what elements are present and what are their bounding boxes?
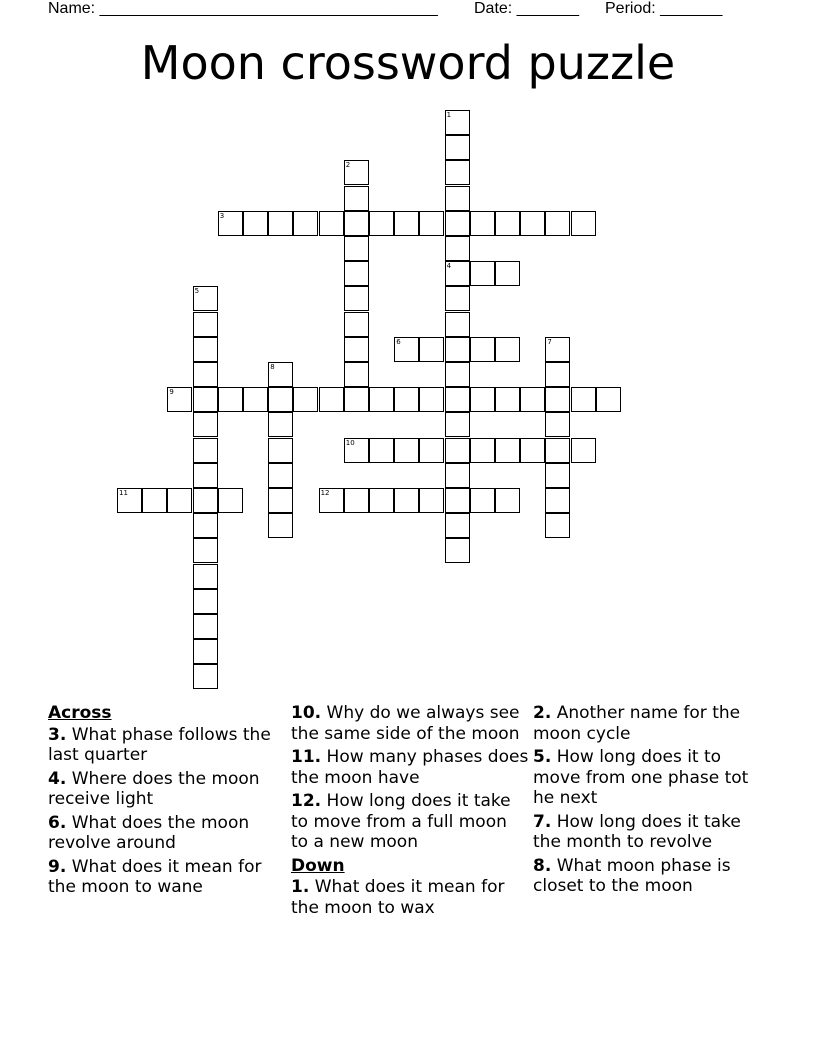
grid-cell[interactable] [419,387,444,412]
clue-across-3 [48,725,283,766]
clue-across-9 [48,857,283,898]
grid-cell[interactable] [394,438,419,463]
period-blank: _______ [660,0,723,17]
grid-cell[interactable] [495,438,520,463]
grid-cell[interactable] [445,186,470,211]
grid-cell[interactable] [344,186,369,211]
grid-cell[interactable] [319,387,344,412]
clue-text: How long does it take to move from a full moon to a new moon [291,791,511,852]
grid-cell[interactable] [193,362,218,387]
cell-number: 7 [547,337,552,346]
clue-text: Where does the moon receive light [48,768,260,809]
across-heading: Across [48,703,112,723]
grid-cell[interactable] [445,286,470,311]
grid-cell[interactable] [268,513,293,538]
cell-number: 9 [169,388,174,397]
clue-number: 8. [533,855,552,876]
grid-cell[interactable] [193,513,218,538]
clues-column-2 [291,703,529,921]
cell-number: 11 [119,489,128,497]
grid-cell[interactable] [470,211,495,236]
grid-cell[interactable] [193,387,218,412]
grid-cell[interactable] [545,438,570,463]
grid-cell[interactable] [445,488,470,513]
grid-cell[interactable] [319,488,344,513]
clue-text: What does the moon revolve around [48,812,250,853]
grid-cell[interactable] [344,387,369,412]
clue-down-1 [291,877,529,918]
grid-cell[interactable] [344,286,369,311]
grid-cell[interactable] [193,286,218,311]
grid-cell[interactable] [545,488,570,513]
grid-cell[interactable] [571,211,596,236]
grid-cell[interactable] [218,211,243,236]
grid-cell[interactable] [470,337,495,362]
grid-cell[interactable] [419,211,444,236]
cell-number: 5 [194,287,200,296]
clue-down-2 [533,703,768,744]
grid-cell[interactable] [344,160,369,185]
grid-cell[interactable] [545,362,570,387]
grid-cell[interactable] [545,412,570,437]
cell-number: 2 [345,161,351,170]
grid-cell[interactable] [445,412,470,437]
grid-cell[interactable] [445,211,470,236]
grid-cell[interactable] [268,362,293,387]
grid-cell[interactable] [218,387,243,412]
clue-number: 3. [48,724,67,745]
grid-cell[interactable] [344,312,369,337]
grid-cell[interactable] [344,438,369,463]
grid-cell[interactable] [268,211,293,236]
grid-cell[interactable] [193,664,218,689]
down-heading: Down [291,855,345,876]
grid-cell[interactable] [596,387,621,412]
grid-cell[interactable] [268,463,293,488]
grid-cell[interactable] [445,362,470,387]
grid-cell[interactable] [117,488,142,513]
clue-number: 11. [291,747,322,767]
clue-text: Another name for the moon cycle [533,703,741,744]
grid-cell[interactable] [193,312,218,337]
grid-cell[interactable] [445,110,470,135]
clue-text: What does it mean for the moon to wane [48,856,262,897]
grid-cell[interactable] [193,589,218,614]
grid-cell[interactable] [344,211,369,236]
name-blank: ______________________________________ [99,0,438,17]
clue-down-5 [533,747,768,809]
grid-cell[interactable] [495,211,520,236]
grid-cell[interactable] [419,337,444,362]
date-label: Date: [474,0,513,17]
clues-column-3 [533,703,768,900]
clue-across-4 [48,769,283,810]
grid-cell[interactable] [193,538,218,563]
date-blank: _______ [516,0,579,17]
clue-text: How long does it to move from one phase tot he next [533,747,749,808]
cell-number: 12 [320,489,330,497]
grid-cell[interactable] [545,387,570,412]
grid-cell[interactable] [445,337,470,362]
grid-cell[interactable] [193,337,218,362]
grid-cell[interactable] [445,236,470,261]
grid-cell[interactable] [545,513,570,538]
cell-number: 8 [270,363,275,371]
grid-cell[interactable] [394,337,419,362]
grid-cell[interactable] [193,488,218,513]
grid-cell[interactable] [344,488,369,513]
grid-cell[interactable] [142,488,167,513]
grid-cell[interactable] [470,438,495,463]
grid-cell[interactable] [470,387,495,412]
grid-cell[interactable] [193,438,218,463]
grid-cell[interactable] [495,387,520,412]
grid-cell[interactable] [268,412,293,437]
grid-cell[interactable] [394,211,419,236]
cell-number: 6 [396,337,401,346]
grid-cell[interactable] [445,538,470,563]
grid-cell[interactable] [545,211,570,236]
grid-cell[interactable] [344,236,369,261]
grid-cell[interactable] [419,488,444,513]
grid-cell[interactable] [571,387,596,412]
grid-cell[interactable] [545,463,570,488]
grid-cell[interactable] [495,488,520,513]
grid-cell[interactable] [445,438,470,463]
grid-cell[interactable] [445,387,470,412]
grid-cell[interactable] [445,261,470,286]
clue-text: What moon phase is closet to the moon [533,855,731,896]
grid-cell[interactable] [319,211,344,236]
grid-cell[interactable] [293,211,318,236]
clue-number: 12. [291,791,322,811]
grid-cell[interactable] [369,438,394,463]
grid-cell[interactable] [520,438,545,463]
grid-cell[interactable] [520,211,545,236]
grid-cell[interactable] [293,387,318,412]
clue-across-12 [291,791,529,853]
clue-across-10 [291,703,529,744]
grid-cell[interactable] [268,438,293,463]
grid-cell[interactable] [394,488,419,513]
page-title: Moon crossword puzzle [140,36,676,90]
grid-cell[interactable] [344,337,369,362]
clue-number: 1. [291,877,310,897]
grid-cell[interactable] [495,337,520,362]
grid-cell[interactable] [445,312,470,337]
grid-cell[interactable] [470,488,495,513]
clue-number: 5. [533,747,552,767]
cell-number: 4 [446,262,452,271]
period-label: Period: [605,0,656,17]
grid-cell[interactable] [167,387,192,412]
grid-cell[interactable] [571,438,596,463]
grid-cell[interactable] [445,513,470,538]
grid-cell[interactable] [520,387,545,412]
grid-cell[interactable] [394,387,419,412]
name-label: Name: [48,0,96,17]
grid-cell[interactable] [268,488,293,513]
clues-column-1 [48,703,283,901]
grid-cell[interactable] [445,160,470,185]
grid-cell[interactable] [167,488,192,513]
clue-across-6 [48,813,283,854]
clue-text: How long does it take the month to revolve [533,811,741,852]
grid-cell[interactable] [268,387,293,412]
cell-number: 10 [345,438,355,447]
grid-cell[interactable] [193,412,218,437]
grid-cell[interactable] [218,488,243,513]
clue-down-8 [533,856,768,897]
grid-cell[interactable] [470,261,495,286]
clue-text: Why do we always see the same side of the moon [291,703,520,744]
clue-text: How many phases does the moon have [291,747,529,788]
clue-number: 9. [48,856,67,877]
grid-cell[interactable] [193,614,218,639]
grid-cell[interactable] [545,337,570,362]
clue-number: 4. [48,768,67,789]
grid-cell[interactable] [243,387,268,412]
grid-cell[interactable] [193,463,218,488]
clue-text: What does it mean for the moon to wax [291,877,505,918]
grid-cell[interactable] [193,639,218,664]
clue-number: 6. [48,812,67,833]
clue-number: 10. [291,703,322,723]
clue-down-7 [533,812,768,853]
grid-cell[interactable] [243,211,268,236]
clue-number: 7. [533,811,552,832]
grid-cell[interactable] [369,387,394,412]
grid-cell[interactable] [193,564,218,589]
clue-number: 2. [533,703,552,723]
grid-cell[interactable] [344,261,369,286]
cell-number: 1 [446,111,452,119]
clue-text: What phase follows the last quarter [48,724,271,765]
clue-across-11 [291,747,529,788]
cell-number: 3 [219,211,225,220]
grid-cell[interactable] [419,438,444,463]
grid-cell[interactable] [344,362,369,387]
grid-cell[interactable] [445,463,470,488]
grid-cell[interactable] [369,488,394,513]
grid-cell[interactable] [369,211,394,236]
grid-cell[interactable] [495,261,520,286]
grid-cell[interactable] [445,135,470,160]
